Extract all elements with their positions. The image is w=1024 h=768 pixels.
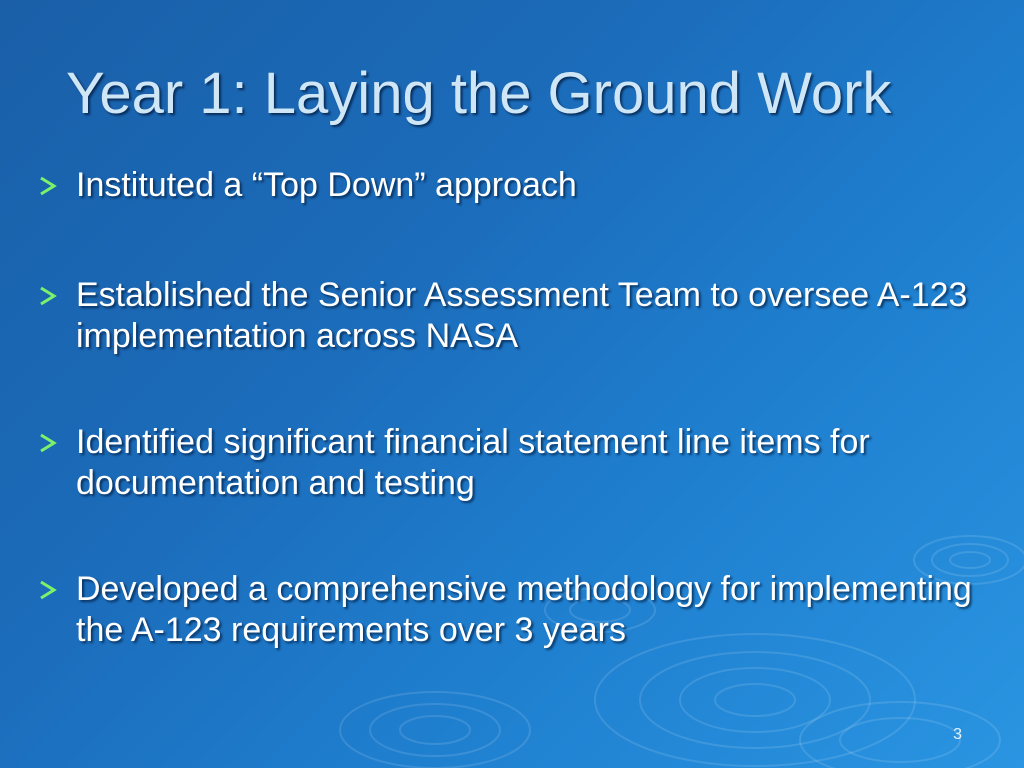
bullet-text: Developed a comprehensive methodology for implementing the A-123 requirements over 3 years (76, 570, 972, 649)
bullet-text: Identified significant financial statement line items for documentation and testing (76, 423, 870, 502)
arrow-bullet-icon (38, 175, 60, 197)
arrow-bullet-icon (38, 432, 60, 454)
slide-title: Year 1: Laying the Ground Work (66, 61, 892, 126)
bullet-item (38, 422, 988, 504)
bullet-text: Instituted a “Top Down” approach (76, 166, 577, 204)
bullet-item (38, 275, 988, 357)
arrow-bullet-icon (38, 579, 60, 601)
page-number: 3 (953, 726, 962, 743)
bullet-item (38, 569, 988, 651)
bullet-text: Established the Senior Assessment Team to oversee A-123 implementation across NASA (76, 276, 968, 355)
arrow-bullet-icon (38, 285, 60, 307)
bullet-item (38, 165, 577, 206)
